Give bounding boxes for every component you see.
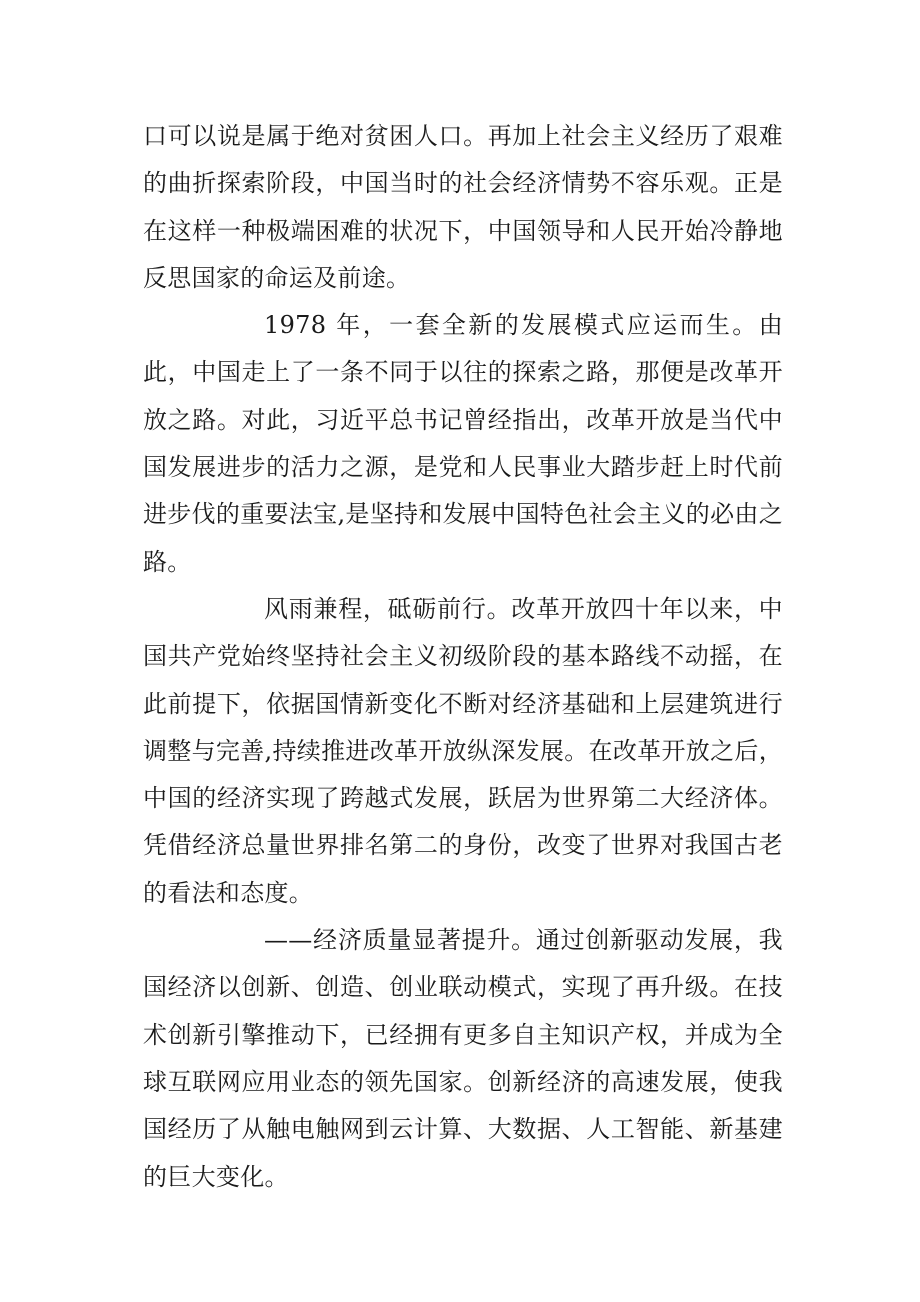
paragraph-forty-years: 风雨兼程，砥砺前行。改革开放四十年以来，中国共产党始终坚持社会主义初级阶段的基本路线不动摇，在此前提下，依据国情新变化不断对经济基础和上层建筑进行调整与完善,持续推进改革开放纵深发展。在改革开放之后，中国的经济实现了跨越式发展，跃居为世界第二大经济体。凭借经济总量世界排名第二的身份，改变了世界对我国古老的看法和态度。 — [143, 594, 783, 907]
document-body — [143, 113, 783, 1201]
paragraph-1978-reform: 1978 年，一套全新的发展模式应运而生。由此，中国走上了一条不同于以往的探索之路，那便是改革开放之路。对此，习近平总书记曾经指出，改革开放是当代中国发展进步的活力之源，是党和人民事业大踏步赶上时代前进步伐的重要法宝,是坚持和发展中国特色社会主义的必由之路。 — [143, 311, 783, 576]
paragraph-continuation: 口可以说是属于绝对贫困人口。再加上社会主义经历了艰难的曲折探索阶段，中国当时的社会经济情势不容乐观。正是在这样一种极端困难的状况下，中国领导和人民开始冷静地反思国家的命运及前途。 — [143, 122, 783, 292]
paragraph-economic-quality: ——经济质量显著提升。通过创新驱动发展，我国经济以创新、创造、创业联动模式，实现了再升级。在技术创新引擎推动下，已经拥有更多自主知识产权，并成为全球互联网应用业态的领先国家。创新经济的高速发展，使我国经历了从触电触网到云计算、大数据、人工智能、新基建的巨大变化。 — [143, 926, 783, 1191]
